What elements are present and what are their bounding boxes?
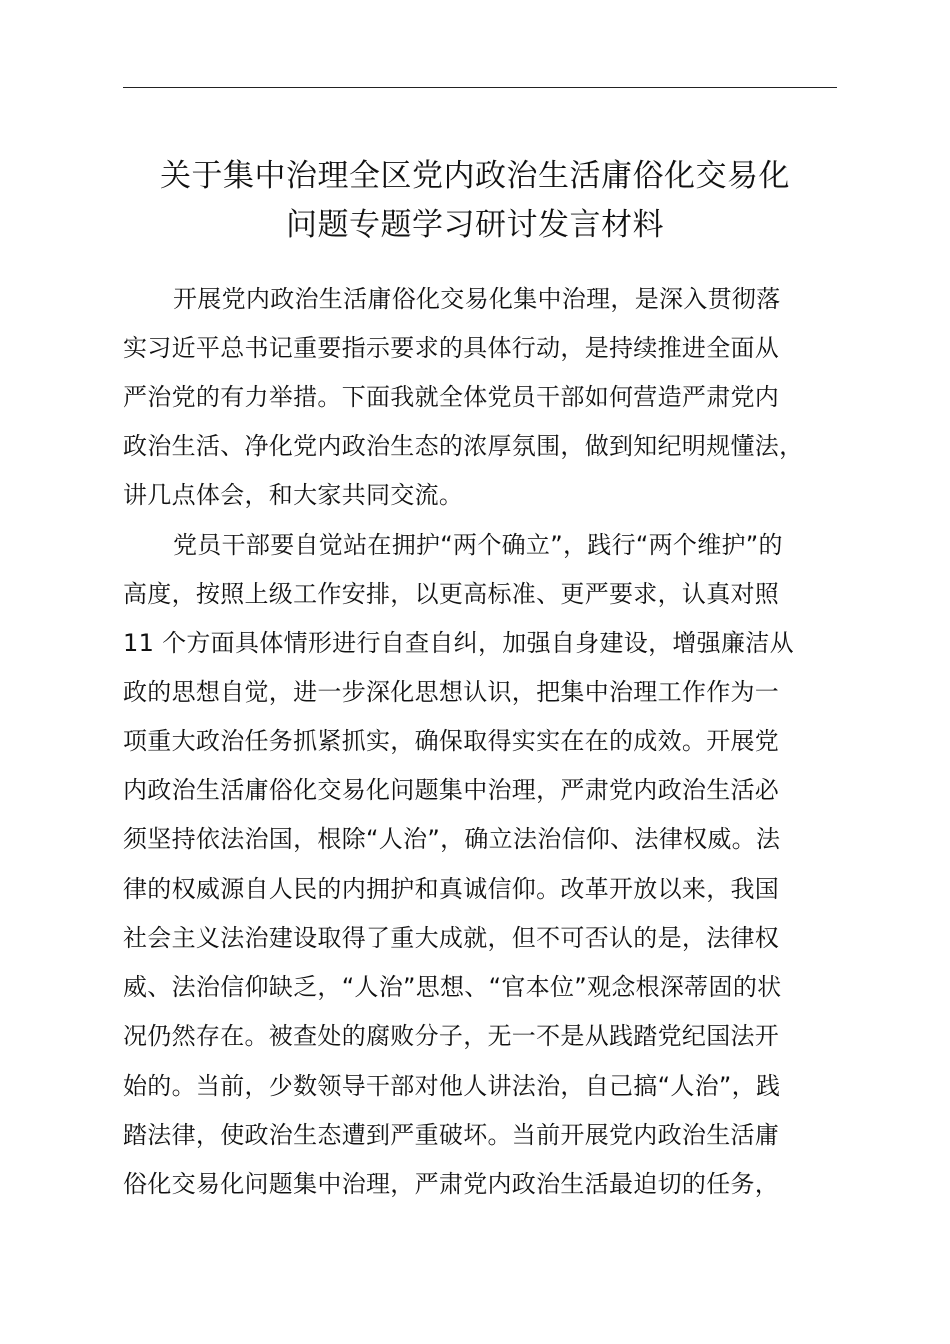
paragraph-line: 11 个方面具体情形进行自查自纠，加强自身建设，增强廉洁从 (123, 629, 794, 657)
paragraph-line: 讲几点体会，和大家共同交流。 (123, 481, 464, 509)
paragraph-line: 威、法治信仰缺乏，“人治”思想、“官本位”观念根深蒂固的状 (123, 973, 782, 1001)
paragraph-line: 踏法律，使政治生态遭到严重破坏。当前开展党内政治生活庸 (123, 1121, 780, 1149)
paragraph-line: 开展党内政治生活庸俗化交易化集中治理，是深入贯彻落 (173, 285, 781, 313)
paragraph-line: 须坚持依法治国，根除“人治”，确立法治信仰、法律权威。法 (123, 825, 781, 853)
paragraph-line: 社会主义法治建设取得了重大成就，但不可否认的是，法律权 (123, 924, 780, 952)
paragraph-line: 项重大政治任务抓紧抓实，确保取得实实在在的成效。开展党 (123, 727, 780, 755)
paragraph-line: 政治生活、净化党内政治生态的浓厚氛围，做到知纪明规懂法， (123, 432, 804, 460)
paragraph-line: 实习近平总书记重要指示要求的具体行动，是持续推进全面从 (123, 334, 780, 362)
paragraph-line: 俗化交易化问题集中治理，严肃党内政治生活最迫切的任务， (123, 1170, 780, 1198)
document-title-line-1: 关于集中治理全区党内政治生活庸俗化交易化 (160, 158, 790, 194)
paragraph-line: 严治党的有力举措。下面我就全体党员干部如何营造严肃党内 (123, 383, 780, 411)
document-title-line-2: 问题专题学习研讨发言材料 (286, 207, 664, 243)
paragraph-line: 内政治生活庸俗化交易化问题集中治理，严肃党内政治生活必 (123, 776, 780, 804)
paragraph-line: 政的思想自觉，进一步深化思想认识，把集中治理工作作为一 (123, 678, 780, 706)
paragraph-line: 律的权威源自人民的内拥护和真诚信仰。改革开放以来，我国 (123, 875, 780, 903)
header-rule (123, 87, 837, 88)
paragraph-line: 党员干部要自觉站在拥护“两个确立”，践行“两个维护”的 (173, 531, 783, 559)
paragraph-line: 始的。当前，少数领导干部对他人讲法治，自己搞“人治”，践 (123, 1072, 781, 1100)
paragraph-line: 况仍然存在。被查处的腐败分子，无一不是从践踏党纪国法开 (123, 1022, 780, 1050)
paragraph-line: 高度，按照上级工作安排，以更高标准、更严要求，认真对照 (123, 580, 780, 608)
